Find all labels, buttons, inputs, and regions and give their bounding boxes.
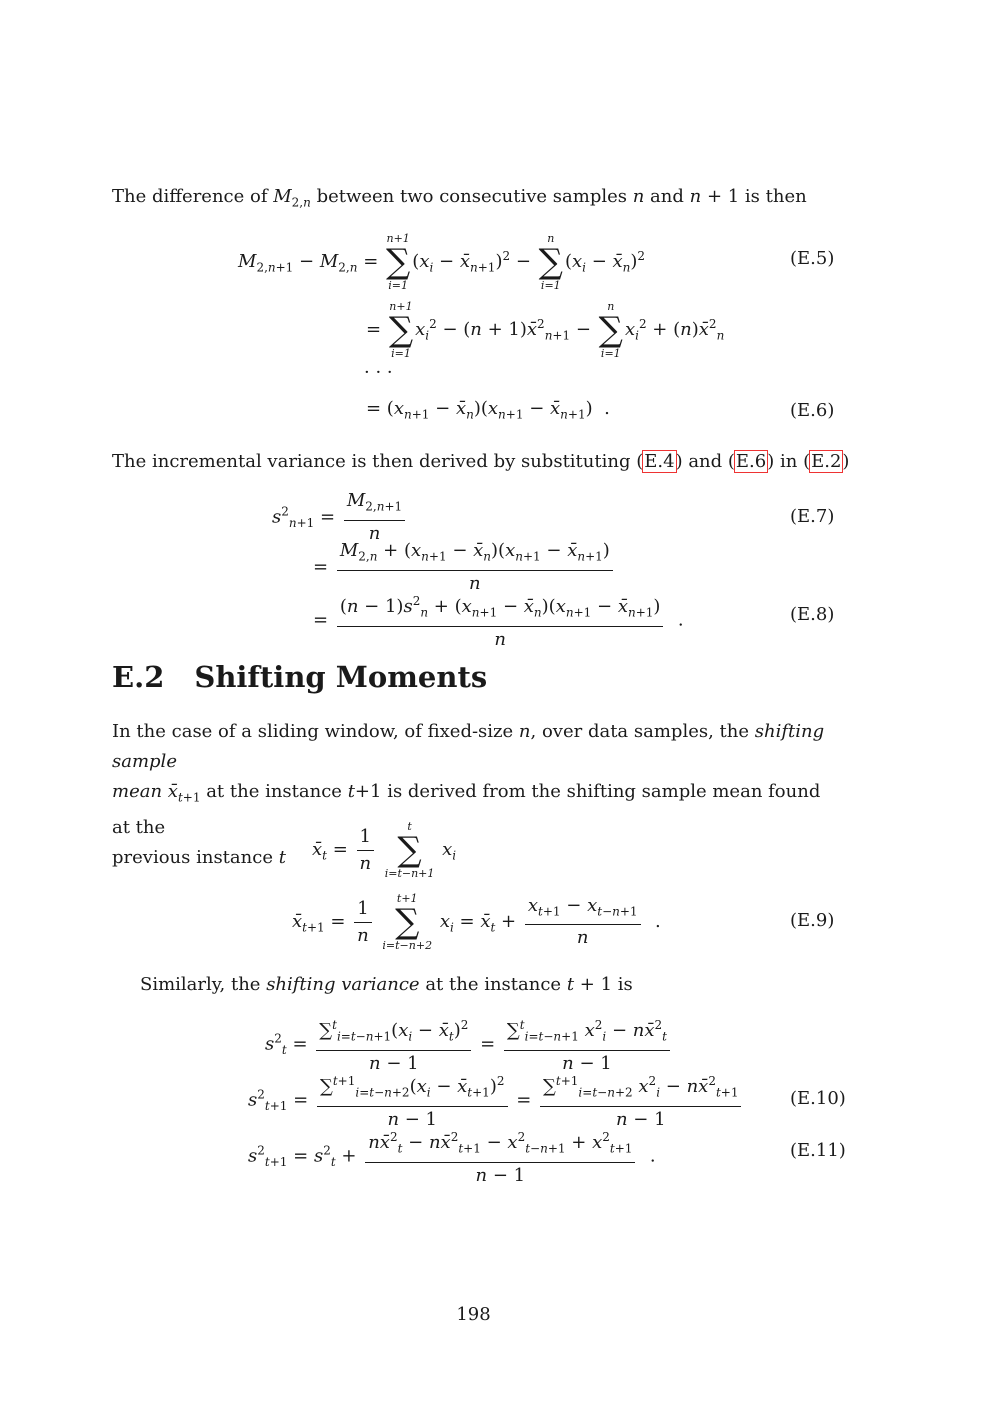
- equation-e6: = ($x_{n+1}$ − $x̄_n)(x_{n+1}$ − $x̄_{n+1}$) .: [366, 398, 610, 422]
- incremental-paragraph: The incremental variance is then derived by substituting (E.4) and (E.6) in (E.2): [112, 451, 850, 472]
- equation-e9-line1: $x̄_t$ = $\frac{1}{n}$ t ∑ i=t−n+1 $x_i$: [312, 820, 457, 880]
- equation-e9-line2: $x̄_{t+1}$ = $\frac{1}{n}$ t+1 ∑ i=t−n+2 $x_i$ = $x̄_t$ + $\frac{x_{t+1} - x_{t-n+1}}{n}$ .: [292, 892, 661, 952]
- equation-e10-line1: $s^2_t$ = $\frac{\sum^t_{i=t-n+1}(x_i - x̄_t)^2}{n - 1}$ = $\frac{\sum^t_{i=t-n+1} x^2_i - nx̄^2_t}{n - 1}$: [265, 1014, 673, 1075]
- similarly-paragraph: Similarly, the shifting variance at the instance t + 1 is: [140, 974, 633, 995]
- ref-link[interactable]: E.6: [735, 451, 767, 472]
- equation-e10-line2: $s^2_{t+1}$ = $\frac{\sum^{t+1}_{i=t-n+2}(x_i - x̄_{t+1})^2}{n - 1}$ = $\frac{\sum^{t+1}_{i=t-n+2} x^2_i - nx̄^2_{t+1}}{n - 1}$: [248, 1070, 744, 1131]
- equation-number: (E.7): [790, 506, 835, 527]
- section-title: Shifting Moments: [194, 660, 488, 694]
- equation-e5-line2: = n+1 ∑ i=1 $x_i^2 - (n$ + 1)x̄$^2_{n+1}$ − n ∑ i=1 $x_i^2$ + (n)x̄$^2_n$: [366, 300, 725, 360]
- equation-number: (E.11): [790, 1140, 846, 1161]
- ref-link[interactable]: E.4: [644, 451, 675, 472]
- equation-number: (E.6): [790, 400, 835, 421]
- equation-number: (E.8): [790, 604, 835, 625]
- page-number: 198: [456, 1304, 491, 1325]
- equation-e11: $s^2_{t+1} = s^2_t$ + $\frac{nx̄^2_t - nx̄^2_{t+1} - x^2_{t-n+1} + x^2_{t+1}}{n - 1}$ .: [248, 1126, 656, 1187]
- section-heading: [112, 660, 487, 694]
- section-number: E.2: [112, 660, 165, 694]
- equation-e8: = $\frac{(n - 1)s^2_n + (x_{n+1} - x̄_n)(x_{n+1} - x̄_{n+1})}{n}$ .: [313, 590, 684, 651]
- intro-paragraph: The difference of $M_{2,n}$ between two consecutive samples n and n + 1 is then: [112, 186, 807, 210]
- equation-number: (E.10): [790, 1088, 846, 1109]
- equation-ellipsis: · · ·: [364, 362, 393, 383]
- ref-link[interactable]: E.2: [811, 451, 842, 472]
- equation-e7: $s^2_{n+1}$ = $\frac{M_{2,n+1}}{n}$: [272, 490, 408, 545]
- equation-number: (E.5): [790, 248, 835, 269]
- equation-e5-line1: $M_{2,n+1} - M_{2,n}$ = n+1 ∑ i=1 ($x_i$ − $x̄_{n+1})^2$ − n ∑ i=1 ($x_i$ − $x̄_n)^2$: [238, 232, 646, 292]
- equation-e7-line2: = $\frac{M_{2,n} + (x_{n+1} - x̄_n)(x_{n+1} - x̄_{n+1})}{n}$: [313, 540, 616, 595]
- equation-number: (E.9): [790, 910, 835, 931]
- shifting-paragraph: In the case of a sliding window, of fixed-size n, over data samples, the shifting sample mean $x̄_{t+1}$ at the instance t+1 is derived from the shifting sample mean found at the previous instance t: [112, 721, 825, 868]
